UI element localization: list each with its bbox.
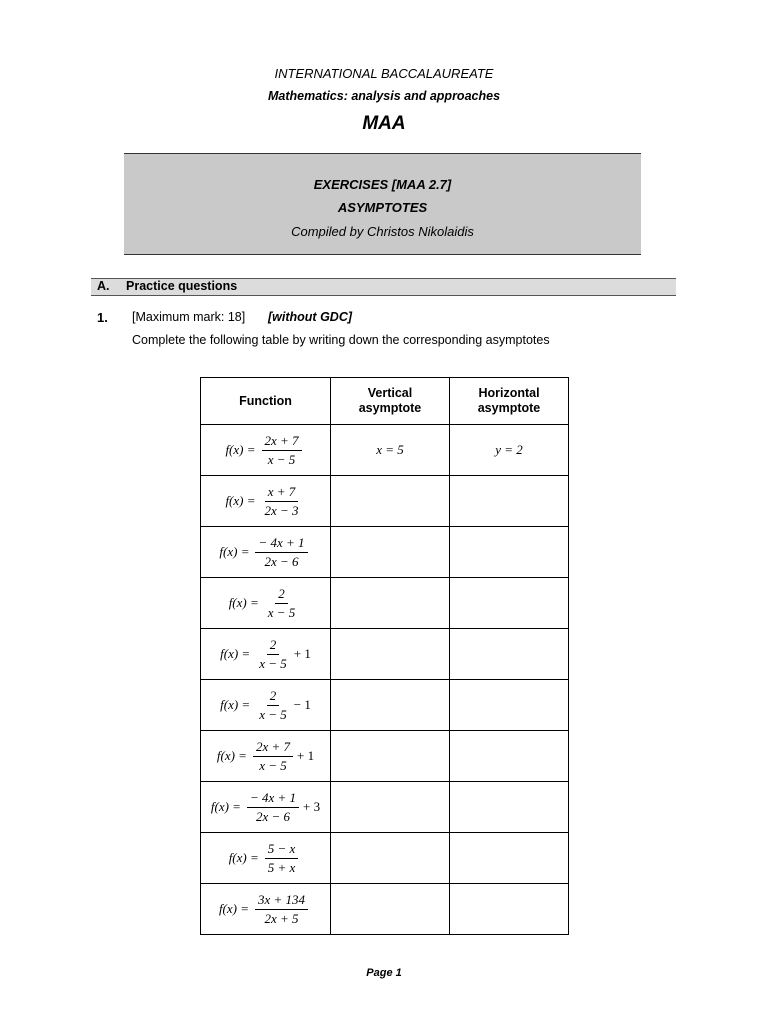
function-cell [201, 527, 331, 578]
horizontal-asymptote-cell[interactable] [450, 527, 569, 578]
vertical-asymptote-cell[interactable] [331, 425, 450, 476]
vertical-asymptote-value: x = 5 [376, 442, 404, 457]
fraction-denominator: 2x − 3 [264, 502, 299, 518]
horizontal-asymptote-cell[interactable] [450, 833, 569, 884]
function-expression [229, 586, 303, 621]
horizontal-asymptote-cell[interactable] [450, 884, 569, 935]
horizontal-asymptote-cell[interactable] [450, 731, 569, 782]
section-title: Practice questions [126, 279, 238, 293]
asymptote-table [200, 377, 569, 935]
fraction-denominator: x − 5 [259, 655, 287, 671]
table-row [201, 833, 569, 884]
vertical-asymptote-cell[interactable] [331, 884, 450, 935]
function-expression [225, 484, 305, 519]
fraction [262, 433, 302, 468]
function-expression [217, 739, 314, 774]
function-expression [220, 637, 311, 672]
function-lhs: f(x) = [216, 748, 247, 763]
gdc-note: [without GDC] [268, 310, 353, 324]
function-lhs: f(x) = [228, 850, 259, 865]
function-expression [219, 892, 312, 927]
fraction [256, 637, 290, 672]
horizontal-asymptote-cell[interactable] [450, 782, 569, 833]
table-row [201, 731, 569, 782]
function-rhs: + 3 [303, 799, 321, 814]
vertical-asymptote-cell[interactable] [331, 731, 450, 782]
fraction-numerator: 2x + 7 [262, 433, 302, 451]
function-expression [211, 790, 320, 825]
fraction-numerator: 2 [267, 688, 280, 706]
fraction [265, 586, 299, 621]
fraction-numerator: x + 7 [265, 484, 299, 502]
function-rhs: + 1 [293, 646, 311, 661]
table-row [201, 680, 569, 731]
function-expression [220, 688, 311, 723]
table-row [201, 629, 569, 680]
horizontal-asymptote-cell[interactable] [450, 680, 569, 731]
function-lhs: f(x) = [220, 697, 251, 712]
function-cell [201, 629, 331, 680]
fraction-denominator: 2x − 6 [264, 553, 299, 569]
fraction [253, 739, 293, 774]
horizontal-asymptote-value: y = 2 [495, 442, 523, 457]
section-letter: A. [97, 279, 110, 293]
fraction-numerator: − 4x + 1 [255, 535, 307, 553]
function-expression [229, 841, 303, 876]
fraction [247, 790, 299, 825]
fraction-denominator: 5 + x [267, 859, 296, 875]
fraction [256, 688, 290, 723]
table-header-row [201, 378, 569, 425]
function-lhs: f(x) = [225, 493, 256, 508]
table-row [201, 782, 569, 833]
fraction-denominator: 2x + 5 [264, 910, 299, 926]
fraction-denominator: x − 5 [267, 604, 296, 620]
fraction-numerator: 2 [267, 637, 280, 655]
vertical-asymptote-cell[interactable] [331, 833, 450, 884]
function-cell [201, 425, 331, 476]
fraction-numerator: 5 − x [265, 841, 299, 859]
header-vertical-label: Vertical asymptote [358, 386, 422, 415]
function-lhs: f(x) = [228, 595, 259, 610]
function-expression [225, 433, 305, 468]
fraction [262, 484, 302, 519]
vertical-asymptote-cell[interactable] [331, 629, 450, 680]
function-rhs: + 1 [297, 748, 315, 763]
table-row [201, 884, 569, 935]
exercise-topic: ASYMPTOTES [337, 200, 428, 215]
function-lhs: f(x) = [210, 799, 241, 814]
fraction [255, 892, 308, 927]
page-number: Page 1 [366, 967, 402, 979]
function-cell [201, 578, 331, 629]
function-expression [219, 535, 311, 570]
horizontal-asymptote-cell[interactable] [450, 476, 569, 527]
fraction-numerator: 2x + 7 [253, 739, 293, 757]
question-marks: [Maximum mark: 18] [132, 310, 246, 324]
function-lhs: f(x) = [220, 646, 251, 661]
exercise-id: EXERCISES [MAA 2.7] [313, 177, 452, 192]
vertical-asymptote-cell[interactable] [331, 680, 450, 731]
function-lhs: f(x) = [225, 442, 256, 457]
question-number: 1. [97, 310, 108, 325]
function-rhs: − 1 [293, 697, 311, 712]
author-credit: Compiled by Christos Nikolaidis [291, 224, 474, 239]
horizontal-asymptote-cell[interactable] [450, 629, 569, 680]
course-code: MAA [362, 113, 406, 134]
table-row [201, 527, 569, 578]
function-cell [201, 782, 331, 833]
function-cell [201, 833, 331, 884]
institution-header: INTERNATIONAL BACCALAUREATE [274, 66, 494, 81]
fraction-numerator: 2 [275, 586, 288, 604]
function-lhs: f(x) = [218, 901, 249, 916]
table-row [201, 578, 569, 629]
header-horizontal-label: Horizontal asymptote [477, 386, 541, 415]
fraction-numerator: − 4x + 1 [247, 790, 299, 808]
vertical-asymptote-cell[interactable] [331, 527, 450, 578]
question-text: Complete the following table by writing down the corresponding asymptotes [132, 333, 550, 347]
table-row [201, 425, 569, 476]
function-cell [201, 680, 331, 731]
table-body [201, 425, 569, 935]
horizontal-asymptote-cell[interactable] [450, 578, 569, 629]
horizontal-asymptote-cell[interactable] [450, 425, 569, 476]
course-title: Mathematics: analysis and approaches [267, 89, 501, 103]
fraction [265, 841, 299, 876]
section-heading [91, 278, 676, 296]
vertical-asymptote-cell[interactable] [331, 476, 450, 527]
fraction [255, 535, 307, 570]
header-horizontal [450, 378, 569, 425]
function-cell [201, 476, 331, 527]
exercise-title-box [124, 153, 641, 255]
header-function: Function [201, 378, 331, 425]
fraction-numerator: 3x + 134 [255, 892, 308, 910]
function-lhs: f(x) = [219, 544, 250, 559]
vertical-asymptote-cell[interactable] [331, 782, 450, 833]
fraction-denominator: x − 5 [259, 757, 287, 773]
table-row [201, 476, 569, 527]
vertical-asymptote-cell[interactable] [331, 578, 450, 629]
fraction-denominator: 2x − 6 [255, 808, 290, 824]
fraction-denominator: x − 5 [259, 706, 287, 722]
function-cell [201, 731, 331, 782]
function-cell [201, 884, 331, 935]
fraction-denominator: x − 5 [267, 451, 296, 467]
header-vertical [331, 378, 450, 425]
